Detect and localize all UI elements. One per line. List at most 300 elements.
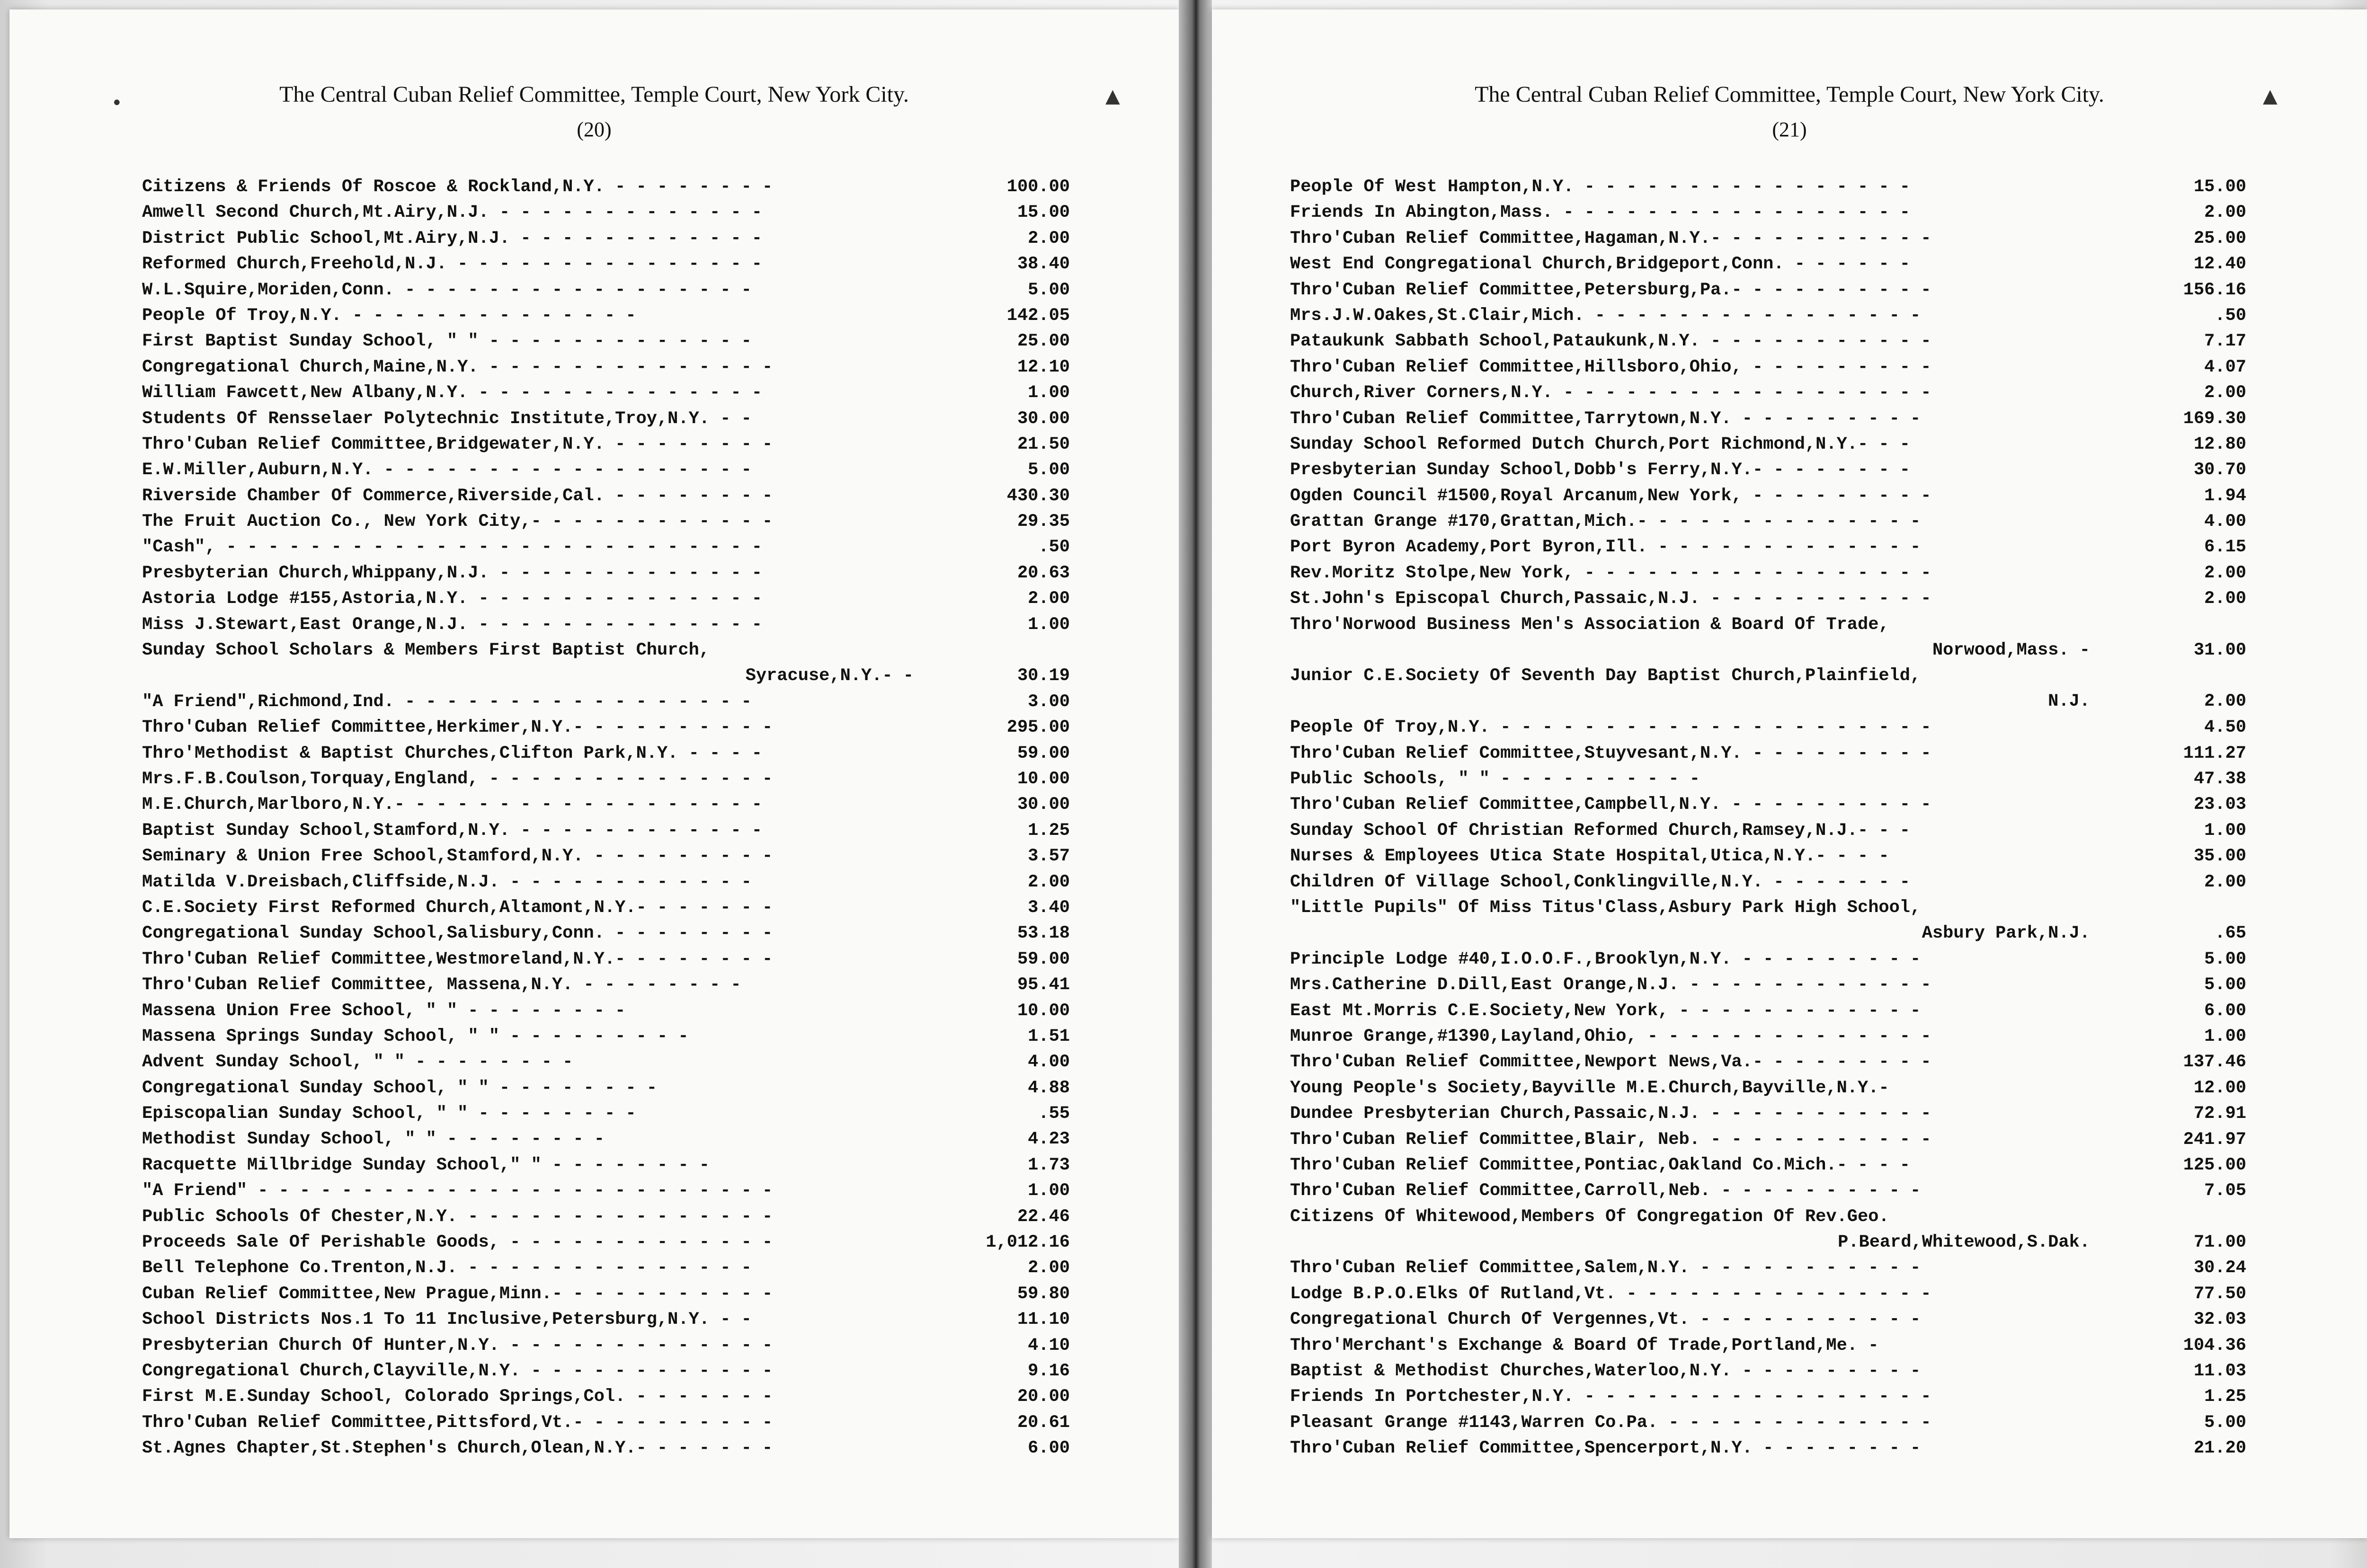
donor-name: Baptist Sunday School,Stamford,N.Y. - - - - - - - - - - - -	[142, 820, 763, 841]
ledger-row	[1290, 869, 2246, 895]
donation-amount: 71.00	[2193, 1232, 2246, 1252]
donation-amount: 6.15	[2204, 537, 2246, 558]
donation-amount: 95.41	[1017, 975, 1070, 995]
donation-amount: 2.00	[2204, 872, 2246, 892]
donor-name: Congregational Sunday School,Salisbury,Conn. - - - - - - - -	[142, 923, 773, 944]
donor-name: People Of Troy,N.Y. - - - - - - - - - - - - - - - - - - - - -	[1290, 718, 1931, 738]
ledger-row	[1290, 1101, 2246, 1126]
donor-name: People Of Troy,N.Y. - - - - - - - - - - - - - -	[142, 305, 636, 326]
ledger-row	[1290, 1435, 2246, 1461]
donation-amount: 3.57	[1028, 846, 1070, 867]
ledger-row	[1290, 200, 2246, 225]
donor-name: Bell Telephone Co.Trenton,N.J. - - - - - - - - - - - - - -	[142, 1258, 752, 1278]
donor-name: Congregational Church,Maine,N.Y. - - - - - - - - - - - - - -	[142, 357, 773, 377]
donor-name: Children Of Village School,Conklingville,N.Y. - - - - - - -	[1290, 872, 1911, 892]
donor-name: Riverside Chamber Of Commerce,Riverside,Cal. - - - - - - - -	[142, 486, 773, 506]
donor-name: Thro'Cuban Relief Committee, Massena,N.Y. - - - - - - - -	[142, 975, 741, 995]
donation-amount: 30.24	[2193, 1258, 2246, 1278]
ledger-row	[1290, 560, 2246, 586]
donation-amount: 30.70	[2193, 460, 2246, 480]
ledger-row	[142, 1333, 1070, 1358]
donation-amount: 3.40	[1028, 897, 1070, 918]
ledger-row	[1290, 509, 2246, 534]
donor-name-continued: P.Beard,Whitewood,S.Dak.	[1838, 1232, 2090, 1252]
donation-amount: 59.00	[1017, 743, 1070, 763]
donation-amount: 20.63	[1017, 563, 1070, 583]
donation-amount: 1.00	[1028, 383, 1070, 403]
donor-name: Mrs.J.W.Oakes,St.Clair,Mich. - - - - - - - - - - - - - - - -	[1290, 305, 1921, 326]
donor-name-continued: Syracuse,N.Y.- -	[745, 666, 914, 686]
donor-name: The Fruit Auction Co., New York City,- - - - - - - - - - - -	[142, 512, 773, 532]
ledger-row	[142, 1358, 1070, 1384]
donation-amount: 59.00	[1017, 949, 1070, 969]
donor-name: Thro'Cuban Relief Committee,Carroll,Neb. - - - - - - - - - -	[1290, 1181, 1921, 1201]
donor-name: School Districts Nos.1 To 11 Inclusive,Petersburg,N.Y. - -	[142, 1310, 752, 1330]
donor-name: Sunday School Reformed Dutch Church,Port Richmond,N.Y.- - -	[1290, 434, 1911, 454]
donation-amount: 11.10	[1017, 1310, 1070, 1330]
page-number: (21)	[1772, 118, 1807, 141]
donation-amount: 169.30	[2183, 408, 2246, 429]
donor-name: Congregational Church Of Vergennes,Vt. - - - - - - - - - - -	[1290, 1310, 1921, 1330]
ledger-row	[1290, 1024, 2246, 1049]
donation-amount: 1.00	[1028, 614, 1070, 635]
donation-amount: 12.80	[2193, 434, 2246, 454]
ledger-row	[142, 560, 1070, 586]
ledger-row	[142, 328, 1070, 354]
donation-amount: 137.46	[2183, 1052, 2246, 1072]
ledger-row	[1290, 818, 2246, 843]
donor-name: Congregational Sunday School, " " - - - - - - - -	[142, 1078, 657, 1098]
ledger-row	[142, 1410, 1070, 1435]
donation-amount: 1.94	[2204, 486, 2246, 506]
donor-name: Reformed Church,Freehold,N.J. - - - - - - - - - - - - - - -	[142, 254, 763, 275]
donor-name: Junior C.E.Society Of Seventh Day Baptist Church,Plainfield,	[1290, 666, 1921, 686]
donor-name: Thro'Cuban Relief Committee,Pittsford,Vt.- - - - - - - - - -	[142, 1412, 773, 1433]
donation-amount: .55	[1038, 1104, 1070, 1124]
ledger-row	[1290, 380, 2246, 406]
donor-name: West End Congregational Church,Bridgeport,Conn. - - - - - -	[1290, 254, 1911, 275]
donor-name: Students Of Rensselaer Polytechnic Institute,Troy,N.Y. - -	[142, 408, 752, 429]
donation-amount: 30.19	[1017, 666, 1070, 686]
donor-name: Thro'Methodist & Baptist Churches,Clifton Park,N.Y. - - - -	[142, 743, 763, 763]
donation-amount: 21.50	[1017, 434, 1070, 454]
donation-amount: 2.00	[1028, 589, 1070, 609]
donation-amount: 7.05	[2204, 1181, 2246, 1201]
page-left	[9, 9, 1179, 1538]
ledger-row	[1290, 483, 2246, 509]
donation-amount: 6.00	[1028, 1438, 1070, 1459]
ledger-row	[142, 1307, 1070, 1332]
ledger-row	[142, 1230, 1070, 1255]
donation-amount: 47.38	[2193, 769, 2246, 789]
ledger-row	[142, 303, 1070, 328]
donor-name: Young People's Society,Bayville M.E.Church,Bayville,N.Y.-	[1290, 1078, 1889, 1098]
donation-amount: .50	[1038, 537, 1070, 558]
ledger-row	[1290, 1178, 2246, 1204]
donor-name: Presbyterian Sunday School,Dobb's Ferry,N.Y.- - - - - - - -	[1290, 460, 1911, 480]
ledger-row	[1290, 1307, 2246, 1332]
donation-amount: 2.00	[2204, 563, 2246, 583]
donor-name: District Public School,Mt.Airy,N.J. - - - - - - - - - - - -	[142, 228, 763, 248]
ledger-row	[142, 638, 1070, 689]
ledger-row	[1290, 947, 2246, 972]
ledger-row	[142, 1152, 1070, 1178]
ledger-row	[1290, 174, 2246, 200]
donation-amount: 1.73	[1028, 1155, 1070, 1175]
ledger-row	[1290, 1152, 2246, 1178]
donation-amount: 15.00	[1017, 203, 1070, 223]
ledger-row	[1290, 1358, 2246, 1384]
ledger-row	[1290, 251, 2246, 277]
donor-name: Pleasant Grange #1143,Warren Co.Pa. - - - - - - - - - - - - -	[1290, 1412, 1931, 1433]
ledger-row	[1290, 277, 2246, 303]
donor-name: Principle Lodge #40,I.O.O.F.,Brooklyn,N.Y. - - - - - - - - -	[1290, 949, 1921, 969]
donor-name: Thro'Cuban Relief Committee,Tarrytown,N.Y. - - - - - - - - -	[1290, 408, 1921, 429]
donor-name: Rev.Moritz Stolpe,New York, - - - - - - - - - - - - - - - - -	[1290, 563, 1931, 583]
ledger-row	[1290, 354, 2246, 380]
ledger-row	[142, 869, 1070, 895]
donation-amount: 104.36	[2183, 1335, 2246, 1355]
donor-name: Citizens & Friends Of Roscoe & Rockland,N.Y. - - - - - - - -	[142, 177, 773, 197]
ledger-row	[1290, 586, 2246, 611]
donor-name: Port Byron Academy,Port Byron,Ill. - - - - - - - - - - - - -	[1290, 537, 1921, 558]
donor-name: "Cash", - - - - - - - - - - - - - - - - - - - - - - - - - -	[142, 537, 763, 558]
donor-name: Thro'Norwood Business Men's Association & Board Of Trade,	[1290, 614, 1889, 635]
ledger-row	[142, 895, 1070, 921]
ledger-row	[1290, 612, 2246, 664]
ledger-row	[142, 612, 1070, 638]
ledger-row	[1290, 328, 2246, 354]
donor-name: Seminary & Union Free School,Stamford,N.Y. - - - - - - - - -	[142, 846, 773, 867]
donor-name: Thro'Cuban Relief Committee,Westmoreland,N.Y.- - - - - - - -	[142, 949, 773, 969]
donation-amount: 2.00	[1028, 1258, 1070, 1278]
donor-name: Thro'Cuban Relief Committee,Blair, Neb. - - - - - - - - - - -	[1290, 1129, 1931, 1150]
ledger-row	[1290, 843, 2246, 869]
ledger-row	[142, 174, 1070, 200]
donor-name: Amwell Second Church,Mt.Airy,N.J. - - - - - - - - - - - - -	[142, 203, 763, 223]
donation-amount: 4.23	[1028, 1129, 1070, 1150]
donor-name: First Baptist Sunday School, " " - - - - - - - - - - - - -	[142, 331, 752, 352]
donation-amount: 10.00	[1017, 1001, 1070, 1021]
ledger-row	[1290, 998, 2246, 1024]
donation-amount: 12.40	[2193, 254, 2246, 275]
ledger-row	[142, 1204, 1070, 1230]
donation-amount: 4.07	[2204, 357, 2246, 377]
ledger-row	[142, 715, 1070, 740]
donor-name: Sunday School Scholars & Members First Baptist Church,	[142, 640, 710, 661]
ledger-row	[142, 792, 1070, 817]
donor-name: C.E.Society First Reformed Church,Altamont,N.Y.- - - - - - -	[142, 897, 773, 918]
donation-amount: 59.80	[1017, 1284, 1070, 1304]
ledger-row	[142, 586, 1070, 611]
page-header	[9, 80, 1179, 144]
donation-amount: 10.00	[1017, 769, 1070, 789]
ledger-row	[1290, 303, 2246, 328]
ledger-row	[142, 1435, 1070, 1461]
donation-amount: 5.00	[2204, 949, 2246, 969]
donor-name: Munroe Grange,#1390,Layland,Ohio, - - - - - - - - - - - - - -	[1290, 1026, 1931, 1046]
ledger-row	[1290, 1281, 2246, 1307]
donation-amount: 35.00	[2193, 846, 2246, 867]
ledger-row	[1290, 226, 2246, 251]
ledger-row	[142, 251, 1070, 277]
donation-amount: 1.00	[1028, 1181, 1070, 1201]
ledger-row	[142, 1126, 1070, 1152]
ledger-row	[1290, 432, 2246, 457]
donor-name: People Of West Hampton,N.Y. - - - - - - - - - - - - - - - -	[1290, 177, 1911, 197]
ledger-row	[142, 226, 1070, 251]
donation-amount: 111.27	[2183, 743, 2246, 763]
donation-amount: 1.25	[1028, 820, 1070, 841]
page-number: (20)	[577, 118, 612, 141]
donor-name: Presbyterian Church Of Hunter,N.Y. - - - - - - - - - - - - -	[142, 1335, 773, 1355]
donor-name: Friends In Abington,Mass. - - - - - - - - - - - - - - - - -	[1290, 203, 1911, 223]
donation-amount: 2.00	[2204, 383, 2246, 403]
header-title: The Central Cuban Relief Committee, Temple Court, New York City.	[1475, 82, 2104, 107]
donor-name: Thro'Cuban Relief Committee,Newport News,Va.- - - - - - - - -	[1290, 1052, 1931, 1072]
donor-name: St.John's Episcopal Church,Passaic,N.J. - - - - - - - - - - -	[1290, 589, 1931, 609]
donor-name-continued: Asbury Park,N.J.	[1922, 923, 2090, 943]
ledger-row	[142, 818, 1070, 843]
ledger-row	[1290, 1333, 2246, 1358]
ledger-row	[1290, 406, 2246, 432]
donation-amount: 77.50	[2193, 1284, 2246, 1304]
ledger-row	[142, 277, 1070, 303]
ledger-row	[142, 947, 1070, 972]
donor-name: Episcopalian Sunday School, " " - - - - - - - -	[142, 1104, 636, 1124]
ledger-row	[1290, 766, 2246, 792]
donor-name: Mrs.F.B.Coulson,Torquay,England, - - - - - - - - - - - - - -	[142, 769, 773, 789]
donation-amount: 9.16	[1028, 1361, 1070, 1381]
donation-amount: 142.05	[1006, 305, 1070, 326]
donor-name: Thro'Cuban Relief Committee,Hillsboro,Ohio, - - - - - - - - -	[1290, 357, 1931, 377]
ledger-row	[142, 534, 1070, 560]
ledger-row	[1290, 792, 2246, 817]
donor-name: Dundee Presbyterian Church,Passaic,N.J. - - - - - - - - - - -	[1290, 1104, 1931, 1124]
ledger-row	[1290, 1255, 2246, 1281]
donation-amount: 30.00	[1017, 408, 1070, 429]
donor-name: Mrs.Catherine D.Dill,East Orange,N.J. - - - - - - - - - - - -	[1290, 975, 1931, 995]
donor-name: First M.E.Sunday School, Colorado Springs,Col. - - - - - - -	[142, 1387, 773, 1407]
ledger-row	[142, 1024, 1070, 1049]
ledger-row	[142, 1255, 1070, 1281]
donation-amount: 29.35	[1017, 512, 1070, 532]
page-header	[1212, 80, 2367, 144]
donor-name: Sunday School Of Christian Reformed Church,Ramsey,N.J.- - -	[1290, 820, 1911, 841]
ledger-row	[142, 998, 1070, 1024]
donor-name: Massena Union Free School, " " - - - - - - - -	[142, 1001, 626, 1021]
ledger-row	[142, 1101, 1070, 1126]
ledger-row	[1290, 1049, 2246, 1075]
donation-amount: 23.03	[2193, 795, 2246, 815]
donation-amount: .65	[2215, 923, 2246, 943]
donor-name: Racquette Millbridge Sunday School," " - - - - - - - -	[142, 1155, 710, 1175]
donation-amount: 1.00	[2204, 1026, 2246, 1046]
ledger-row	[1290, 663, 2246, 715]
donor-name: Thro'Cuban Relief Committee,Bridgewater,N.Y. - - - - - - - -	[142, 434, 773, 454]
ledger-row	[142, 200, 1070, 225]
ledger-row	[142, 406, 1070, 432]
ledger-row	[142, 843, 1070, 869]
donor-name: Thro'Cuban Relief Committee,Herkimer,N.Y.- - - - - - - - - -	[142, 718, 773, 738]
donation-amount: 32.03	[2193, 1310, 2246, 1330]
donation-amount: 25.00	[1017, 331, 1070, 352]
donation-amount: 5.00	[1028, 460, 1070, 480]
donor-name-continued: Norwood,Mass. -	[1932, 640, 2090, 660]
donation-amount: 2.00	[2204, 589, 2246, 609]
ledger-row	[1290, 715, 2246, 740]
page-right	[1212, 9, 2367, 1538]
donation-amount: 2.00	[1028, 872, 1070, 892]
ledger-row	[142, 1281, 1070, 1307]
ledger-row	[1290, 1204, 2246, 1256]
ledger-row	[142, 972, 1070, 998]
donation-amount: 11.03	[2193, 1361, 2246, 1382]
ledger-row	[142, 354, 1070, 380]
ledger-list	[1290, 174, 2246, 1462]
donor-name: E.W.Miller,Auburn,N.Y. - - - - - - - - - - - - - - - - - -	[142, 460, 752, 480]
donor-name: Thro'Cuban Relief Committee,Hagaman,N.Y.- - - - - - - - - - -	[1290, 228, 1931, 248]
donation-amount: 38.40	[1017, 254, 1070, 275]
donor-name: "A Friend" - - - - - - - - - - - - - - - - - - - - - - - - -	[142, 1181, 773, 1201]
ledger-row	[1290, 895, 2246, 947]
ledger-row	[142, 1384, 1070, 1409]
donor-name: Miss J.Stewart,East Orange,N.J. - - - - - - - - - - - - - -	[142, 614, 763, 635]
ledger-row	[142, 766, 1070, 792]
donor-name: Presbyterian Church,Whippany,N.J. - - - - - - - - - - - - -	[142, 563, 763, 583]
donor-name: Thro'Cuban Relief Committee,Salem,N.Y. - - - - - - - - - - -	[1290, 1258, 1921, 1278]
ledger-row	[1290, 457, 2246, 483]
donation-amount: 1.25	[2204, 1387, 2246, 1407]
donor-name: Baptist & Methodist Churches,Waterloo,N.Y. - - - - - - - - -	[1290, 1361, 1921, 1382]
donor-name: Congregational Church,Clayville,N.Y. - - - - - - - - - - - -	[142, 1361, 773, 1381]
donor-name: Massena Springs Sunday School, " " - - - - - - - - -	[142, 1026, 689, 1046]
ledger-row	[142, 432, 1070, 457]
donor-name: Thro'Cuban Relief Committee,Spencerport,N.Y. - - - - - - - -	[1290, 1438, 1921, 1459]
donor-name: Matilda V.Dreisbach,Cliffside,N.J. - - - - - - - - - - - -	[142, 872, 752, 892]
donor-name: Thro'Cuban Relief Committee,Stuyvesant,N.Y. - - - - - - - - -	[1290, 743, 1931, 763]
ledger-row	[1290, 741, 2246, 766]
ledger-row	[1290, 972, 2246, 998]
donation-amount: 4.10	[1028, 1335, 1070, 1355]
donation-amount: 1.00	[2204, 820, 2246, 841]
donor-name: Lodge B.P.O.Elks Of Rutland,Vt. - - - - - - - - - - - - - - -	[1290, 1284, 1931, 1304]
donation-amount: 30.00	[1017, 795, 1070, 815]
donor-name: Friends In Portchester,N.Y. - - - - - - - - - - - - - - - - -	[1290, 1387, 1931, 1407]
donor-name: "Little Pupils" Of Miss Titus'Class,Asbury Park High School,	[1290, 897, 1921, 918]
donation-amount: 295.00	[1006, 718, 1070, 738]
ledger-row	[142, 689, 1070, 715]
donor-name-continued: N.J.	[2048, 691, 2090, 712]
donation-amount: 2.00	[1028, 228, 1070, 248]
donation-amount: 31.00	[2193, 640, 2246, 660]
donor-name: Thro'Cuban Relief Committee,Campbell,N.Y. - - - - - - - - - -	[1290, 795, 1931, 815]
donation-amount: 15.00	[2193, 177, 2246, 197]
donor-name: Ogden Council #1500,Royal Arcanum,New York, - - - - - - - - -	[1290, 486, 1931, 506]
ledger-row	[142, 1075, 1070, 1101]
donor-name: Thro'Cuban Relief Committee,Petersburg,Pa.- - - - - - - - - -	[1290, 280, 1931, 300]
ledger-row	[142, 741, 1070, 766]
donor-name: Pataukunk Sabbath School,Pataukunk,N.Y. - - - - - - - - - - -	[1290, 331, 1931, 352]
header-title: The Central Cuban Relief Committee, Temple Court, New York City.	[279, 82, 909, 107]
donor-name: Cuban Relief Committee,New Prague,Minn.- - - - - - - - - - -	[142, 1284, 773, 1304]
donation-amount: 25.00	[2193, 228, 2246, 248]
donation-amount: 5.00	[2204, 975, 2246, 995]
ledger-row	[142, 483, 1070, 509]
donation-amount: 241.97	[2183, 1129, 2246, 1150]
donation-amount: 100.00	[1006, 177, 1070, 197]
donation-amount: 4.00	[1028, 1052, 1070, 1072]
donation-amount: 22.46	[1017, 1206, 1070, 1227]
margin-mark: ▲	[2263, 85, 2278, 107]
donor-name: Citizens Of Whitewood,Members Of Congregation Of Rev.Geo.	[1290, 1206, 1889, 1227]
donation-amount: 4.50	[2204, 718, 2246, 738]
donation-amount: 5.00	[2204, 1412, 2246, 1433]
donor-name: Grattan Grange #170,Grattan,Mich.- - - - - - - - - - - - - -	[1290, 512, 1921, 532]
donation-amount: 1.51	[1028, 1026, 1070, 1046]
donor-name: "A Friend",Richmond,Ind. - - - - - - - - - - - - - - - - -	[142, 691, 752, 712]
donor-name: Public Schools, " " - - - - - - - - - -	[1290, 769, 1700, 789]
donation-amount: 3.00	[1028, 691, 1070, 712]
donation-amount: 156.16	[2183, 280, 2246, 300]
donation-amount: 4.88	[1028, 1078, 1070, 1098]
margin-mark: •	[111, 92, 123, 114]
ledger-row	[1290, 534, 2246, 560]
ledger-row	[142, 380, 1070, 406]
ledger-row	[142, 921, 1070, 946]
donation-amount: 125.00	[2183, 1155, 2246, 1175]
donor-name: Proceeds Sale Of Perishable Goods, - - - - - - - - - - - - -	[142, 1232, 773, 1253]
donation-amount: 2.00	[2204, 203, 2246, 223]
donation-amount: 6.00	[2204, 1001, 2246, 1021]
ledger-row	[1290, 1384, 2246, 1409]
donor-name: Public Schools Of Chester,N.Y. - - - - - - - - - - - - - - -	[142, 1206, 773, 1227]
donor-name: Thro'Merchant's Exchange & Board Of Trade,Portland,Me. -	[1290, 1335, 1879, 1355]
book-gutter	[1179, 0, 1212, 1568]
ledger-row	[142, 1049, 1070, 1075]
ledger-row	[1290, 1075, 2246, 1101]
donor-name: Thro'Cuban Relief Committee,Pontiac,Oakland Co.Mich.- - - -	[1290, 1155, 1911, 1175]
donation-amount: 430.30	[1006, 486, 1070, 506]
donor-name: St.Agnes Chapter,St.Stephen's Church,Olean,N.Y.- - - - - - -	[142, 1438, 773, 1459]
donation-amount: .50	[2215, 305, 2246, 326]
donation-amount: 1,012.16	[986, 1232, 1070, 1253]
donor-name: Methodist Sunday School, " " - - - - - - - -	[142, 1129, 605, 1150]
ledger-row	[142, 1178, 1070, 1204]
donation-amount: 2.00	[2204, 691, 2246, 712]
ledger-list	[142, 174, 1070, 1462]
donor-name: Astoria Lodge #155,Astoria,N.Y. - - - - - - - - - - - - - -	[142, 589, 763, 609]
donor-name: Church,River Corners,N.Y. - - - - - - - - - - - - - - - - - -	[1290, 383, 1931, 403]
donor-name: Nurses & Employees Utica State Hospital,Utica,N.Y.- - - -	[1290, 846, 1889, 867]
donation-amount: 12.10	[1017, 357, 1070, 377]
donor-name: East Mt.Morris C.E.Society,New York, - - - - - - - - - - - -	[1290, 1001, 1921, 1021]
ledger-row	[142, 457, 1070, 483]
ledger-row	[1290, 1127, 2246, 1152]
donation-amount: 72.91	[2193, 1104, 2246, 1124]
donation-amount: 7.17	[2204, 331, 2246, 352]
donor-name: W.L.Squire,Moriden,Conn. - - - - - - - - - - - - - - - - -	[142, 280, 752, 300]
donation-amount: 20.00	[1017, 1387, 1070, 1407]
donation-amount: 53.18	[1017, 923, 1070, 944]
donation-amount: 20.61	[1017, 1412, 1070, 1433]
ledger-row	[142, 509, 1070, 534]
donation-amount: 4.00	[2204, 512, 2246, 532]
donation-amount: 5.00	[1028, 280, 1070, 300]
donation-amount: 12.00	[2193, 1078, 2246, 1098]
donation-amount: 21.20	[2193, 1438, 2246, 1459]
donor-name: Advent Sunday School, " " - - - - - - - -	[142, 1052, 573, 1072]
